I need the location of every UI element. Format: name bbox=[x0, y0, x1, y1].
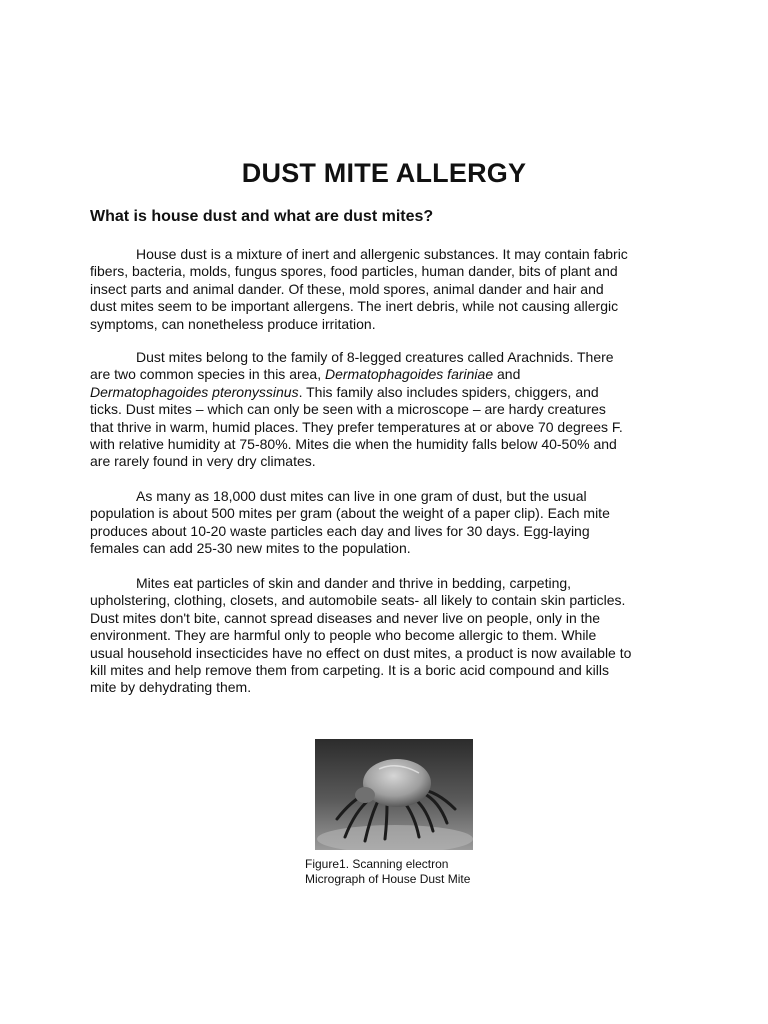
text-line: environment. They are harmful only to people who become allergic to them. While bbox=[90, 627, 597, 644]
paragraph-house-dust bbox=[90, 246, 670, 333]
text-line: usual household insecticides have no effect on dust mites, a product is now available to bbox=[90, 644, 632, 661]
text-segment: are two common species in this area, bbox=[90, 366, 325, 383]
text-line: produces about 10-20 waste particles each day and lives for 30 days. Egg-laying bbox=[90, 522, 590, 539]
text-line: Mites eat particles of skin and dander and thrive in bedding, carpeting, bbox=[136, 575, 572, 591]
paragraph-dust-mites bbox=[90, 349, 670, 471]
text-line: are rarely found in very dry climates. bbox=[90, 453, 316, 470]
species-name: Dermatophagoides fariniae bbox=[325, 366, 494, 383]
text-line: fibers, bacteria, molds, fungus spores, food particles, human dander, bits of plant and bbox=[90, 263, 618, 280]
text-line: that thrive in warm, humid places. They prefer temperatures at or above 70 degrees F. bbox=[90, 418, 623, 435]
caption-line: Figure1. Scanning electron bbox=[305, 857, 449, 871]
text-line: Dust mites don't bite, cannot spread diseases and never live on people, only in the bbox=[90, 609, 601, 626]
text-line: kill mites and help remove them from carpeting. It is a boric acid compound and kills bbox=[90, 662, 610, 679]
text-segment: . This family also includes spiders, chiggers, and bbox=[298, 383, 599, 400]
text-line: House dust is a mixture of inert and allergenic substances. It may contain fabric bbox=[136, 246, 628, 262]
paragraph-habitat bbox=[90, 575, 670, 697]
text-line: insect parts and animal dander. Of these, mold spores, animal dander and hair and bbox=[90, 280, 604, 297]
section-heading: What is house dust and what are dust mites? bbox=[90, 208, 434, 225]
text-line: As many as 18,000 dust mites can live in one gram of dust, but the usual bbox=[136, 488, 587, 504]
page-title: DUST MITE ALLERGY bbox=[241, 158, 527, 188]
text-line: mite by dehydrating them. bbox=[90, 679, 252, 696]
text-line: Dust mites belong to the family of 8-legged creatures called Arachnids. There bbox=[136, 349, 614, 365]
figure-caption bbox=[305, 857, 470, 887]
text-line bbox=[90, 366, 670, 383]
text-line: population is about 500 mites per gram (about the weight of a paper clip). Each mite bbox=[90, 505, 610, 522]
text-line bbox=[90, 384, 670, 401]
text-line: upholstering, clothing, closets, and automobile seats- all likely to contain skin particles. bbox=[90, 592, 626, 609]
text-line: with relative humidity at 75-80%. Mites die when the humidity falls below 40-50% and bbox=[90, 436, 617, 453]
species-name: Dermatophagoides pteronyssinus bbox=[90, 383, 299, 400]
text-segment: and bbox=[493, 366, 521, 383]
text-line: dust mites seem to be important allergens. The inert debris, while not causing allergic bbox=[90, 298, 619, 315]
text-line: symptoms, can nonetheless produce irritation. bbox=[90, 315, 376, 332]
paragraph-population bbox=[90, 488, 670, 558]
text-line: ticks. Dust mites – which can only be seen with a microscope – are hardy creatures bbox=[90, 401, 606, 418]
text-line: females can add 25-30 new mites to the population. bbox=[90, 540, 411, 557]
dust-mite-micrograph bbox=[315, 739, 473, 850]
caption-line: Micrograph of House Dust Mite bbox=[305, 872, 471, 886]
